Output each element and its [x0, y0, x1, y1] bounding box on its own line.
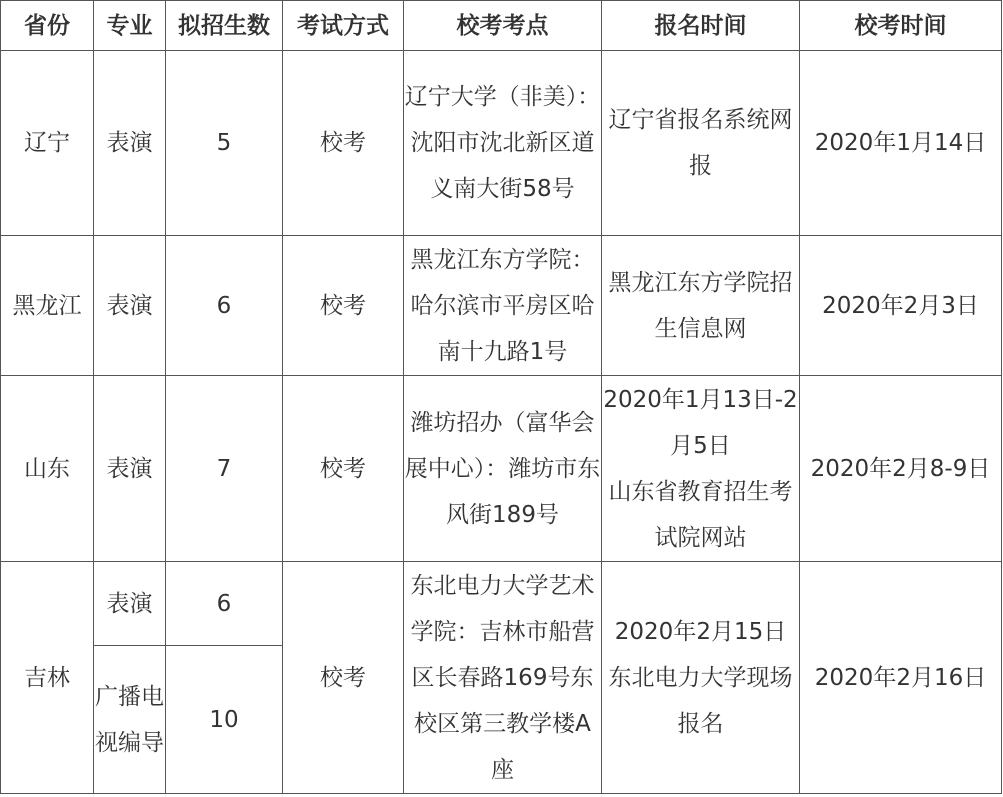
- header-row: [1, 1, 1002, 51]
- province-cell: 山东: [1, 376, 94, 562]
- major-cell: 广播电视编导: [94, 646, 166, 794]
- count-cell: 6: [166, 562, 283, 646]
- signup-cell: 辽宁省报名系统网报: [602, 51, 800, 236]
- table-row: [1, 236, 1002, 376]
- header-site: 校考考点: [404, 1, 602, 51]
- signup-cell: 黑龙江东方学院招生信息网: [602, 236, 800, 376]
- header-major: 专业: [94, 1, 166, 51]
- method-cell: 校考: [283, 376, 404, 562]
- table-row: [1, 51, 1002, 236]
- major-cell: 表演: [94, 51, 166, 236]
- header-count: 拟招生数: [166, 1, 283, 51]
- table-row: [1, 562, 1002, 646]
- count-cell: 7: [166, 376, 283, 562]
- count-cell: 6: [166, 236, 283, 376]
- major-cell: 表演: [94, 236, 166, 376]
- count-cell: 5: [166, 51, 283, 236]
- exam-time-cell: 2020年2月8-9日: [800, 376, 1002, 562]
- province-cell: 吉林: [1, 562, 94, 794]
- site-cell: 潍坊招办（富华会展中心）：潍坊市东风街189号: [404, 376, 602, 562]
- province-cell: 辽宁: [1, 51, 94, 236]
- signup-cell: 2020年1月13日-2月5日 山东省教育招生考试院网站: [602, 376, 800, 562]
- site-cell: 辽宁大学（非美）：沈阳市沈北新区道义南大街58号: [404, 51, 602, 236]
- province-cell: 黑龙江: [1, 236, 94, 376]
- major-cell: 表演: [94, 562, 166, 646]
- exam-time-cell: 2020年2月16日: [800, 562, 1002, 794]
- method-cell: 校考: [283, 51, 404, 236]
- header-method: 考试方式: [283, 1, 404, 51]
- major-cell: 表演: [94, 376, 166, 562]
- header-exam-time: 校考时间: [800, 1, 1002, 51]
- exam-time-cell: 2020年2月3日: [800, 236, 1002, 376]
- header-signup: 报名时间: [602, 1, 800, 51]
- method-cell: 校考: [283, 236, 404, 376]
- site-cell: 黑龙江东方学院：哈尔滨市平房区哈南十九路1号: [404, 236, 602, 376]
- count-cell: 10: [166, 646, 283, 794]
- header-province: 省份: [1, 1, 94, 51]
- site-cell: 东北电力大学艺术学院：吉林市船营区长春路169号东校区第三教学楼A座: [404, 562, 602, 794]
- exam-time-cell: 2020年1月14日: [800, 51, 1002, 236]
- signup-cell: 2020年2月15日 东北电力大学现场报名: [602, 562, 800, 794]
- table-row: [1, 376, 1002, 562]
- method-cell: 校考: [283, 562, 404, 794]
